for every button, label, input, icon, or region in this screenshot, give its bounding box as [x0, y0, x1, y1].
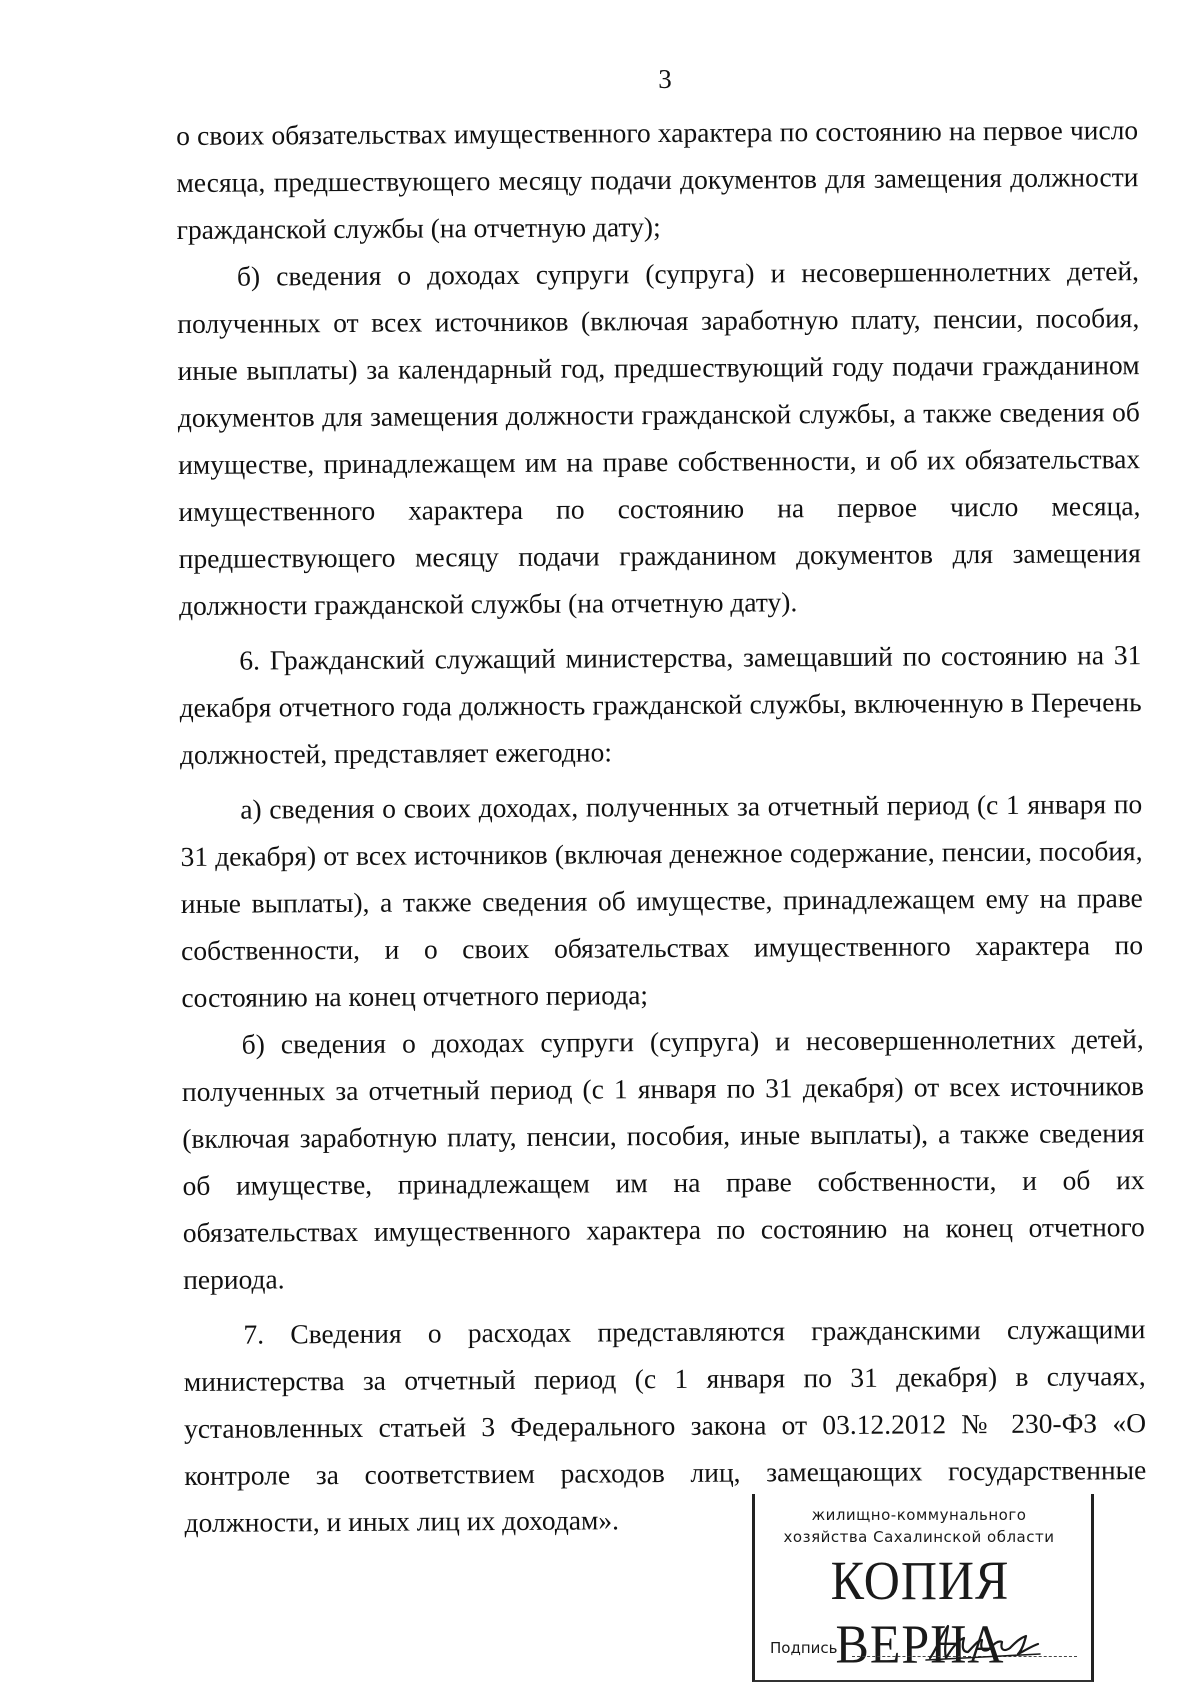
stamp-region-line: хозяйства Сахалинской области: [783, 1528, 1055, 1546]
stamp-title: КОПИЯ ВЕРНА: [830, 1549, 1010, 1675]
paragraph-6a: а) сведения о своих доходах, полученных за отчетный период (с 1 января по 31 декабря) от всех источников (включая денежное содержание, пенсии, пособия, иные выплаты), а также сведения об имуществе, принадлежащем ему на праве собственности, и о своих обязательствах имущественного характера по состоянию на конец отчетного периода;: [180, 788, 1144, 1013]
page-number: 3: [658, 64, 672, 94]
stamp-signature-label: Подпись: [770, 1639, 838, 1657]
document-body: [176, 106, 1147, 1546]
handwritten-signature: [922, 1620, 1042, 1664]
paragraph-5b: б) сведения о доходах супруги (супруга) и несовершеннолетних детей, полученных от всех источников (включая заработную плату, пенсии, пособия, иные выплаты) за календарный год, предшествующий году подачи гражданином документов для замещения должности гражданской службы, а также сведения об имуществе, принадлежащем им на праве собственности, и об их обязательствах имущественного характера по состоянию на первое число месяца, предшествующего месяцу подачи гражданином документов для замещения должности гражданской службы (на отчетную дату).: [177, 255, 1141, 621]
paragraph-6: 6. Гражданский служащий министерства, замещавший по состоянию на 31 декабря отчетного года должность гражданской службы, включенную в Перечень должностей, представляет ежегодно:: [179, 639, 1142, 770]
paragraph-7: 7. Сведения о расходах представляются гражданскими служащими министерства за отчетный период (с 1 января по 31 декабря) в случаях, установленных статьей 3 Федерального закона от 03.12.2012 № 230-ФЗ «О контроле за соответствием расходов лиц, замещающих государственные должности, и иных лиц их доходам».: [183, 1313, 1147, 1538]
paragraph-6b: б) сведения о доходах супруги (супруга) и несовершеннолетних детей, полученных за отчетный период (с 1 января по 31 декабря) от всех источников (включая заработную плату, пенсии, пособия, иные выплаты), а также сведения об имуществе, принадлежащем им на праве собственности, и об их обязательствах имущественного характера по состоянию на конец отчетного периода.: [181, 1023, 1145, 1295]
paragraph-continuation: о своих обязательствах имущественного характера по состоянию на первое число месяца, предшествующего месяцу подачи документов для замещения должности гражданской службы (на отчетную дату);: [176, 114, 1139, 245]
stamp-organization-line: жилищно-коммунального: [811, 1506, 1027, 1524]
certification-stamp: [752, 1494, 1092, 1684]
